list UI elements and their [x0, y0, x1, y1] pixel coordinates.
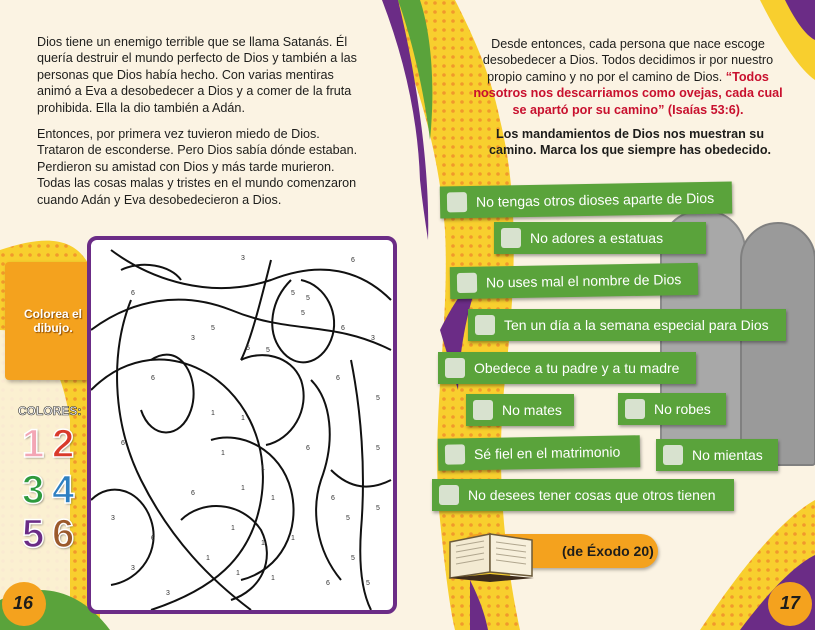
region-number: 3	[191, 335, 195, 342]
region-number: 6	[331, 495, 335, 502]
color-key-2: 2	[52, 422, 75, 466]
commandment-4[interactable]	[468, 309, 786, 341]
region-number: 1	[271, 575, 275, 582]
checkbox[interactable]	[445, 444, 465, 464]
region-number: 1	[241, 485, 245, 492]
commandment-label: No uses mal el nombre de Dios	[485, 271, 682, 291]
region-number: 1	[211, 410, 215, 417]
coloring-lineart	[91, 240, 393, 610]
checkbox[interactable]	[445, 358, 465, 378]
color-key-1: 1	[22, 422, 45, 466]
coloring-picture[interactable]	[87, 236, 397, 614]
region-number: 5	[376, 505, 380, 512]
region-number: 5	[306, 295, 310, 302]
region-number: 3	[166, 590, 170, 597]
stone-tablet-right	[740, 222, 815, 466]
isaiah-quote: “Todos nosotros nos descarriamos como ovejas, cada cual se apartó por su camino”	[473, 69, 783, 117]
isaiah-reference: (Isaías 53:6).	[667, 102, 744, 117]
story-paragraph: Entonces, por primera vez tuvieron miedo de Dios. Trataron de esconderse. Pero Dios sabía dónde estaban. Perdieron su amistad con Dios y más tarde murieron. Todas las cosas malas y tristes en el mundo comenzaron cuando Adán y Eva desobedecieron a Dios.	[37, 127, 358, 207]
bible-reference: (de Éxodo 20)	[562, 543, 654, 559]
checkbox[interactable]	[501, 228, 521, 248]
color-key-4: 4	[52, 468, 75, 512]
commandment-label: Ten un día a la semana especial para Dios	[504, 317, 769, 333]
region-number: 1	[261, 540, 265, 547]
colors-heading: COLORES:	[18, 404, 82, 418]
region-number: 5	[366, 580, 370, 587]
commandment-label: No mates	[502, 402, 562, 418]
commandment-2[interactable]	[494, 222, 706, 254]
region-number: 5	[376, 395, 380, 402]
commandment-7[interactable]	[618, 393, 726, 425]
commandment-5[interactable]	[438, 352, 696, 384]
region-number: 6	[341, 325, 345, 332]
region-number: 1	[206, 555, 210, 562]
color-key-6: 6	[52, 512, 75, 556]
commandment-9[interactable]	[656, 439, 778, 471]
region-number: 6	[306, 445, 310, 452]
commandment-3[interactable]	[450, 263, 699, 299]
commandment-label: No adores a estatuas	[530, 230, 664, 246]
region-number: 6	[131, 290, 135, 297]
region-number: 5	[346, 515, 350, 522]
color-key-5: 5	[22, 512, 45, 556]
instructions-paragraph: Los mandamientos de Dios nos muestran su camino. Marca los que siempre has obedecido.	[488, 127, 772, 158]
region-number: 3	[371, 335, 375, 342]
colorea-label: Colorea el dibujo.	[23, 307, 83, 335]
checkbox[interactable]	[625, 399, 645, 419]
commandment-1[interactable]	[440, 181, 733, 218]
region-number: 5	[376, 445, 380, 452]
region-number: 6	[336, 375, 340, 382]
commandment-label: No desees tener cosas que otros tienen	[468, 487, 716, 503]
checkbox[interactable]	[473, 400, 493, 420]
region-number: 3	[111, 515, 115, 522]
region-number: 5	[211, 325, 215, 332]
region-number: 6	[151, 535, 155, 542]
commandment-label: Sé fiel en el matrimonio	[473, 443, 621, 463]
page-number-right: 17	[780, 593, 801, 613]
region-number: 1	[241, 415, 245, 422]
checkbox[interactable]	[663, 445, 683, 465]
commandment-label: No robes	[654, 401, 711, 417]
consequence-paragraph	[473, 36, 783, 118]
region-number: 1	[236, 570, 240, 577]
checkbox[interactable]	[475, 315, 495, 335]
bible-icon	[444, 520, 540, 584]
region-number: 5	[291, 290, 295, 297]
checkbox[interactable]	[447, 192, 467, 212]
region-number: 1	[261, 465, 265, 472]
region-number: 3	[241, 255, 245, 262]
region-number: 6	[191, 490, 195, 497]
region-number: 5	[351, 555, 355, 562]
region-number: 1	[231, 525, 235, 532]
region-number: 6	[151, 375, 155, 382]
checkbox[interactable]	[457, 273, 477, 293]
consequence-text: Desde entonces, cada persona que nace escoge desobedecer a Dios. Todos decidimos ir por nuestro propio camino y no por el camino de Dios.	[482, 37, 774, 84]
region-number: 5	[246, 345, 250, 352]
commandment-label: No mientas	[692, 447, 763, 463]
commandment-10[interactable]	[432, 479, 734, 511]
checkbox[interactable]	[439, 485, 459, 505]
commandment-label: No tengas otros dioses aparte de Dios	[475, 189, 715, 210]
commandment-8[interactable]	[438, 435, 641, 471]
region-number: 6	[121, 440, 125, 447]
intro-paragraph: Dios tiene un enemigo terrible que se llama Satanás. Él quería destruir el mundo perfecto de Dios y también a las personas que Dios había hecho. Con varias mentiras animó a Eva a desobedecer a Dios y a comer de la fruta prohibida. Ella la dio también a Adán.	[37, 35, 357, 115]
page-number-left: 16	[13, 593, 34, 613]
region-number: 5	[266, 347, 270, 354]
region-number: 5	[301, 310, 305, 317]
commandment-6[interactable]	[466, 394, 574, 426]
region-number: 1	[271, 495, 275, 502]
region-number: 6	[351, 257, 355, 264]
color-key-3: 3	[22, 468, 45, 512]
commandment-label: Obedece a tu padre y a tu madre	[474, 360, 680, 376]
region-number: 1	[291, 535, 295, 542]
region-number: 3	[131, 565, 135, 572]
region-number: 6	[326, 580, 330, 587]
region-number: 1	[221, 450, 225, 457]
